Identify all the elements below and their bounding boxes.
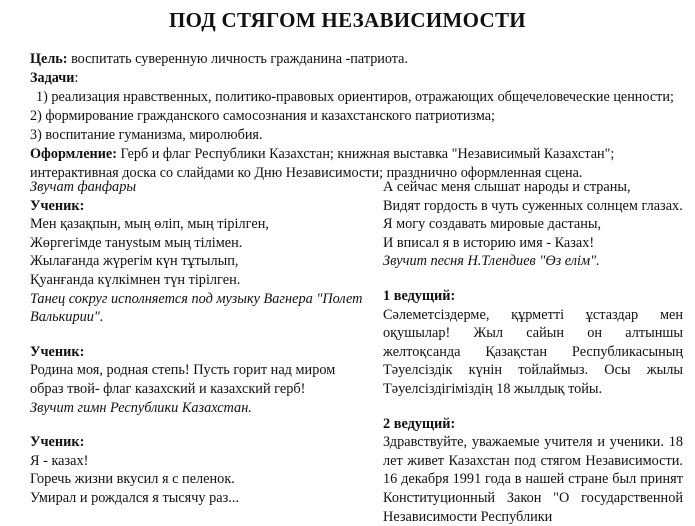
task-item: 1) реализация нравственных, политико-правовых ориентиров, отражающих общечеловеческие ценности; <box>36 89 674 105</box>
stage-direction: Звучит гимн Республики Казахстан. <box>30 399 252 416</box>
decor-label: Оформление: <box>30 146 117 162</box>
tasks-heading <box>30 69 680 88</box>
spacer <box>383 399 683 415</box>
speaker-label: Ученик: <box>30 434 85 451</box>
verse-line: Қуанғанда күлкімнен түн тірілген. <box>30 271 241 288</box>
verse-line: Мен қазақпын, мың өліп, мың тірілген, <box>30 216 269 233</box>
verse-line: Жылағанда жүрегім күн тұтылып, <box>30 253 239 270</box>
verse-line: Я могу создавать мировые дастаны, <box>383 216 602 233</box>
task-item: 2) формирование гражданского самосознания и казахстанского патриотизма; <box>30 108 495 124</box>
host-label: 1 ведущий: <box>383 287 456 304</box>
spacer <box>383 271 683 287</box>
page-title: ПОД СТЯГОМ НЕЗАВИСИМОСТИ <box>169 8 526 32</box>
right-column <box>383 178 683 526</box>
verse-line: Я - казах! <box>30 452 89 469</box>
verse-line: Горечь жизни вкусил я с пеленок. <box>30 471 235 488</box>
verse-line: А сейчас меня слышат народы и страны, <box>383 179 631 195</box>
host-speech: Сәлеметсіздерме, құрметті ұстаздар мен оқушылар! Жыл сайын он алтыншы желтоқсанда Қазақстан Республикасының Тәуелсіздік күнін тойлаймыз. Осы жылы Тәуелсіздігіміздің 18 жылдық тойы. <box>383 306 683 397</box>
stage-direction: Звучат фанфары <box>30 179 137 195</box>
tasks-label: Задачи <box>30 70 75 86</box>
stage-direction: Танец сокруг исполняется под музыку Вагнера "Полет Валькирии". <box>30 290 363 326</box>
goal-line <box>30 50 680 69</box>
verse-line: Умирал и рождался я тысячу раз... <box>30 489 240 506</box>
verse-line: Родина моя, родная степь! Пусть горит над миром образ твой- флаг казахский и казахский герб! <box>30 362 336 397</box>
speaker-label: Ученик: <box>30 197 85 214</box>
stage-direction: Звучит песня Н.Тлендиев "Өз елім". <box>383 253 600 270</box>
verse-line: Жөргегімде танystым мың тілімен. <box>30 234 243 251</box>
spacer <box>30 417 365 433</box>
host-label: 2 ведущий: <box>383 415 456 432</box>
intro-section <box>30 50 680 183</box>
goal-label: Цель: <box>30 51 68 67</box>
host-speech: Здравствуйте, уважаемые учителя и ученики. 18 лет живет Казахстан под стягом Независимости. 16 декабря 1991 года в нашей стране был принят Конституционный Закон "О государственной Независимости Республики <box>383 434 683 525</box>
goal-text: воспитать суверенную личность гражданина -патриота. <box>67 51 409 67</box>
left-column <box>30 178 365 508</box>
verse-line: Видят гордость в чуть суженных солнцем глазах. <box>383 197 683 214</box>
tasks-colon: : <box>74 70 79 86</box>
verse-line: И вписал я в историю имя - Казах! <box>383 234 595 251</box>
speaker-label: Ученик: <box>30 343 85 360</box>
task-item: 3) воспитание гуманизма, миролюбия. <box>30 127 263 143</box>
spacer <box>30 327 365 343</box>
decor-text: Герб и флаг Республики Казахстан; книжная выставка "Независимый Казахстан"; интерактивная доска со слайдами ко Дню Независимости; празднично оформленная сцена. <box>30 146 615 181</box>
